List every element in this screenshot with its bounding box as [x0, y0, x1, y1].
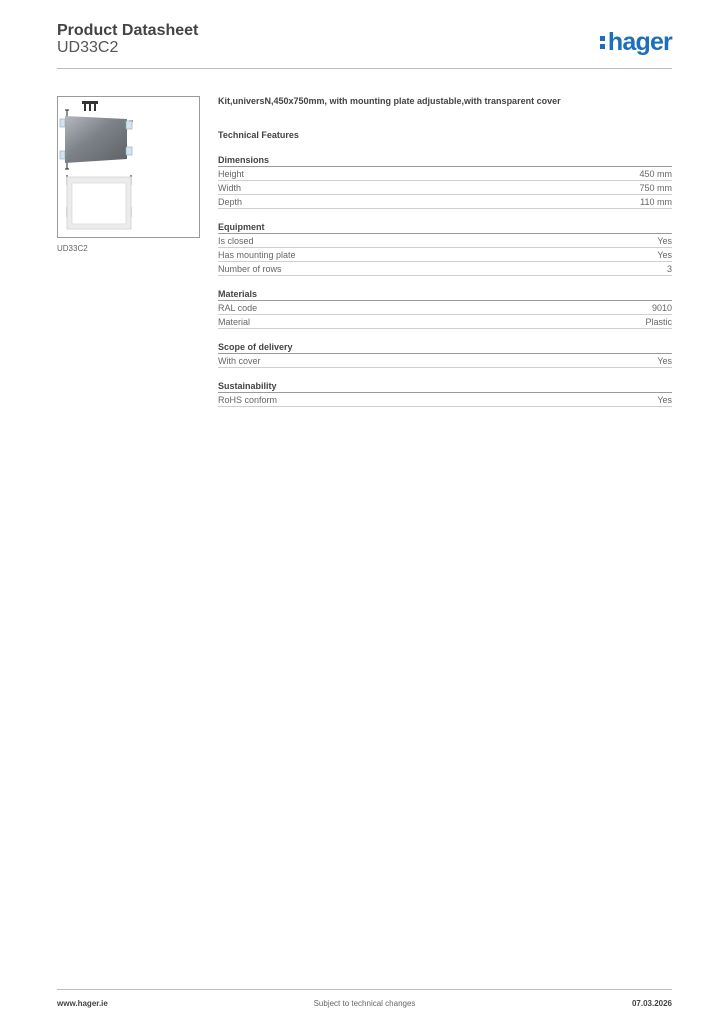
section-scope-of-delivery [218, 340, 672, 368]
section-equipment [218, 220, 672, 276]
spec-row [218, 234, 672, 248]
spec-row [218, 248, 672, 262]
section-title: Dimensions [218, 153, 672, 167]
hager-logo [600, 28, 672, 57]
spec-label: Height [218, 169, 245, 179]
transparent-cover-frame [67, 177, 131, 229]
page-header [57, 20, 672, 69]
spec-row [218, 181, 672, 195]
section-title: Scope of delivery [218, 340, 672, 354]
page-footer [57, 989, 672, 1008]
spec-row [218, 301, 672, 315]
screws-icon [82, 101, 98, 111]
spec-value: 9010 [651, 303, 672, 313]
footer-note: Subject to technical changes [313, 999, 416, 1008]
spec-label: Material [218, 317, 251, 327]
document-title: Product Datasheet [57, 22, 199, 39]
spec-value: Yes [657, 356, 672, 366]
footer-date: 07.03.2026 [631, 999, 672, 1008]
spec-label: Has mounting plate [218, 250, 296, 260]
spec-value: 3 [666, 264, 672, 274]
spec-label: Is closed [218, 236, 254, 246]
spec-label: With cover [218, 356, 261, 366]
spec-label: RoHS conform [218, 395, 278, 405]
spec-value: 450 mm [639, 169, 672, 179]
footer-website-link[interactable]: www.hager.ie [57, 999, 108, 1008]
spec-value: Plastic [645, 317, 672, 327]
spec-row [218, 354, 672, 368]
spec-label: Width [218, 183, 242, 193]
specifications [218, 96, 672, 418]
section-title: Equipment [218, 220, 672, 234]
product-image [57, 96, 200, 238]
spec-label: Depth [218, 197, 243, 207]
spec-row [218, 393, 672, 407]
product-code: UD33C2 [57, 39, 119, 56]
product-description: Kit,universN,450x750mm, with mounting plate adjustable,with transparent cover [218, 96, 561, 106]
section-dimensions [218, 153, 672, 209]
spec-label: RAL code [218, 303, 258, 313]
spec-value: 110 mm [640, 197, 672, 207]
spec-row [218, 195, 672, 209]
spec-value: Yes [657, 395, 672, 405]
section-sustainability [218, 379, 672, 407]
section-materials [218, 287, 672, 329]
section-title: Sustainability [218, 379, 672, 393]
section-title: Materials [218, 287, 672, 301]
enclosure-kit-illustration [58, 97, 199, 237]
spec-value: 750 mm [639, 183, 672, 193]
spec-value: Yes [657, 250, 672, 260]
logo-text: hager [607, 28, 672, 56]
spec-value: Yes [657, 236, 672, 246]
spec-label: Number of rows [218, 264, 282, 274]
spec-row [218, 315, 672, 329]
spec-row [218, 167, 672, 181]
mounting-plate [65, 116, 127, 163]
technical-features-heading: Technical Features [218, 130, 299, 140]
logo-colon-mark [600, 35, 606, 49]
spec-row [218, 262, 672, 276]
product-image-caption: UD33C2 [57, 244, 88, 253]
